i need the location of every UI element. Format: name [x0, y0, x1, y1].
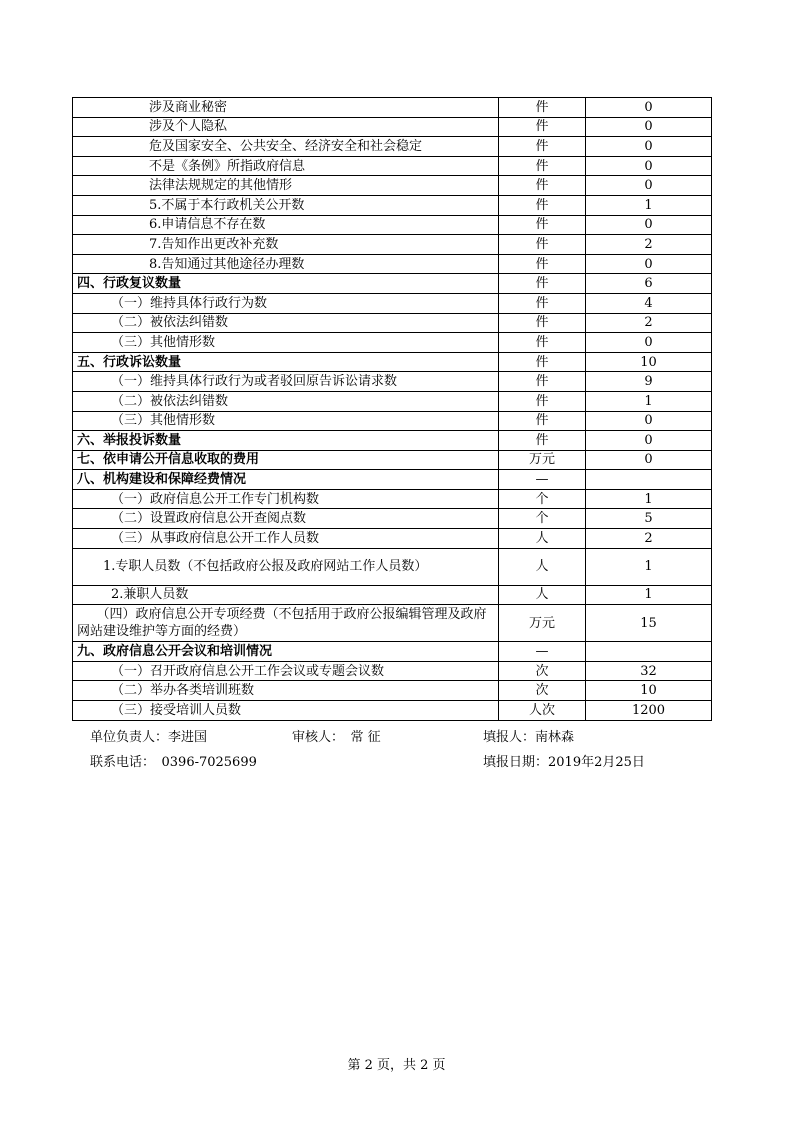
row-value: 32 [586, 661, 712, 681]
row-item-label: （三）从事政府信息公开工作人员数 [73, 529, 499, 549]
row-unit: 万元 [499, 605, 586, 642]
row-item-label: 不是《条例》所指政府信息 [73, 156, 499, 176]
row-unit: 件 [499, 156, 586, 176]
row-value: 2 [586, 313, 712, 333]
table-row [73, 333, 712, 353]
table-row [73, 117, 712, 137]
table-row [73, 137, 712, 157]
page-number: 第 2 页，共 2 页 [347, 1058, 446, 1073]
row-unit: 人次 [499, 701, 586, 721]
row-value: 6 [586, 274, 712, 294]
table-row [73, 293, 712, 313]
table-row [73, 215, 712, 235]
row-value: 0 [586, 450, 712, 470]
row-unit: 个 [499, 489, 586, 509]
table-row [73, 411, 712, 431]
row-value: 10 [586, 352, 712, 372]
table-row [73, 681, 712, 701]
table-row [73, 352, 712, 372]
row-unit: 件 [499, 313, 586, 333]
row-unit: — [499, 642, 586, 662]
row-unit: 件 [499, 215, 586, 235]
reviewer: 审核人： 常 征 [292, 730, 381, 745]
row-item-label: （三）其他情形数 [73, 333, 499, 353]
row-value: 1 [586, 489, 712, 509]
row-value: 0 [586, 137, 712, 157]
row-item-label: （一）政府信息公开工作专门机构数 [73, 489, 499, 509]
row-item-label: 法律法规规定的其他情形 [73, 176, 499, 196]
row-item-label: （二）举办各类培训班数 [73, 681, 499, 701]
row-item-label: 四、行政复议数量 [73, 274, 499, 294]
responsible-person: 单位负责人：李进国 [90, 730, 208, 745]
row-value: 1 [586, 548, 712, 585]
row-item-label: 1.专职人员数（不包括政府公报及政府网站工作人员数） [73, 548, 499, 585]
row-value: 2 [586, 235, 712, 255]
table-body [73, 98, 712, 721]
row-value: 15 [586, 605, 712, 642]
row-value: 4 [586, 293, 712, 313]
row-unit: 件 [499, 411, 586, 431]
table-row [73, 450, 712, 470]
report-date: 填报日期：2019年2月25日 [483, 755, 645, 770]
row-value: 0 [586, 254, 712, 274]
row-unit: 次 [499, 681, 586, 701]
row-item-label: （二）被依法纠错数 [73, 391, 499, 411]
row-value: 9 [586, 372, 712, 392]
row-item-label: 5.不属于本行政机关公开数 [73, 195, 499, 215]
row-unit: 件 [499, 372, 586, 392]
row-unit: 件 [499, 117, 586, 137]
row-unit: 人 [499, 585, 586, 605]
table-row [73, 313, 712, 333]
table-row [73, 391, 712, 411]
row-item-label: （一）维持具体行政行为或者驳回原告诉讼请求数 [73, 372, 499, 392]
table-row [73, 642, 712, 662]
row-item-label: 六、举报投诉数量 [73, 431, 499, 451]
row-unit: 件 [499, 137, 586, 157]
row-item-label: 五、行政诉讼数量 [73, 352, 499, 372]
row-unit: 件 [499, 391, 586, 411]
row-value: 0 [586, 117, 712, 137]
row-item-label: （一）维持具体行政行为数 [73, 293, 499, 313]
row-unit: 件 [499, 176, 586, 196]
row-value: 0 [586, 156, 712, 176]
row-item-label: 2.兼职人员数 [73, 585, 499, 605]
row-item-label: 8.告知通过其他途径办理数 [73, 254, 499, 274]
row-item-label: （二）设置政府信息公开查阅点数 [73, 509, 499, 529]
row-unit: 件 [499, 352, 586, 372]
row-unit: 件 [499, 254, 586, 274]
row-item-label: （四）政府信息公开专项经费（不包括用于政府公报编辑管理及政府网站建设维护等方面的经费） [73, 605, 499, 642]
row-value: 1200 [586, 701, 712, 721]
row-value: 2 [586, 529, 712, 549]
table-row [73, 470, 712, 490]
row-item-label: 危及国家安全、公共安全、经济安全和社会稳定 [73, 137, 499, 157]
row-item-label: 6.申请信息不存在数 [73, 215, 499, 235]
row-unit: 件 [499, 333, 586, 353]
row-value: 0 [586, 215, 712, 235]
row-item-label: 涉及商业秘密 [73, 98, 499, 118]
row-unit: 人 [499, 548, 586, 585]
row-unit: — [499, 470, 586, 490]
table-row [73, 176, 712, 196]
report-table [72, 97, 712, 721]
row-item-label: 7.告知作出更改补充数 [73, 235, 499, 255]
table-row [73, 701, 712, 721]
table-row [73, 661, 712, 681]
contact-phone: 联系电话： 0396-7025699 [90, 755, 257, 770]
row-value: 1 [586, 585, 712, 605]
row-item-label: （三）接受培训人员数 [73, 701, 499, 721]
row-item-label: 九、政府信息公开会议和培训情况 [73, 642, 499, 662]
row-value: 0 [586, 431, 712, 451]
row-unit: 件 [499, 293, 586, 313]
table-row [73, 431, 712, 451]
row-value: 1 [586, 195, 712, 215]
table-row [73, 235, 712, 255]
row-value: 0 [586, 98, 712, 118]
row-unit: 次 [499, 661, 586, 681]
row-value [586, 470, 712, 490]
filler: 填报人：南林森 [483, 730, 575, 745]
table-row [73, 98, 712, 118]
row-value: 0 [586, 176, 712, 196]
row-unit: 人 [499, 529, 586, 549]
table-row [73, 605, 712, 642]
row-item-label: 七、依申请公开信息收取的费用 [73, 450, 499, 470]
row-item-label: （三）其他情形数 [73, 411, 499, 431]
row-unit: 件 [499, 274, 586, 294]
row-unit: 万元 [499, 450, 586, 470]
table-row [73, 548, 712, 585]
row-item-label: 涉及个人隐私 [73, 117, 499, 137]
table-row [73, 254, 712, 274]
row-value [586, 642, 712, 662]
row-item-label: （一）召开政府信息公开工作会议或专题会议数 [73, 661, 499, 681]
row-value: 10 [586, 681, 712, 701]
table-row [73, 509, 712, 529]
table-row [73, 156, 712, 176]
table-row [73, 274, 712, 294]
row-value: 0 [586, 411, 712, 431]
table-row [73, 529, 712, 549]
row-unit: 件 [499, 98, 586, 118]
row-item-label: （二）被依法纠错数 [73, 313, 499, 333]
row-unit: 件 [499, 195, 586, 215]
row-unit: 个 [499, 509, 586, 529]
row-unit: 件 [499, 431, 586, 451]
row-value: 0 [586, 333, 712, 353]
row-value: 1 [586, 391, 712, 411]
table-row [73, 489, 712, 509]
row-item-label: 八、机构建设和保障经费情况 [73, 470, 499, 490]
table-row [73, 585, 712, 605]
row-unit: 件 [499, 235, 586, 255]
row-value: 5 [586, 509, 712, 529]
table-row [73, 372, 712, 392]
table-row [73, 195, 712, 215]
